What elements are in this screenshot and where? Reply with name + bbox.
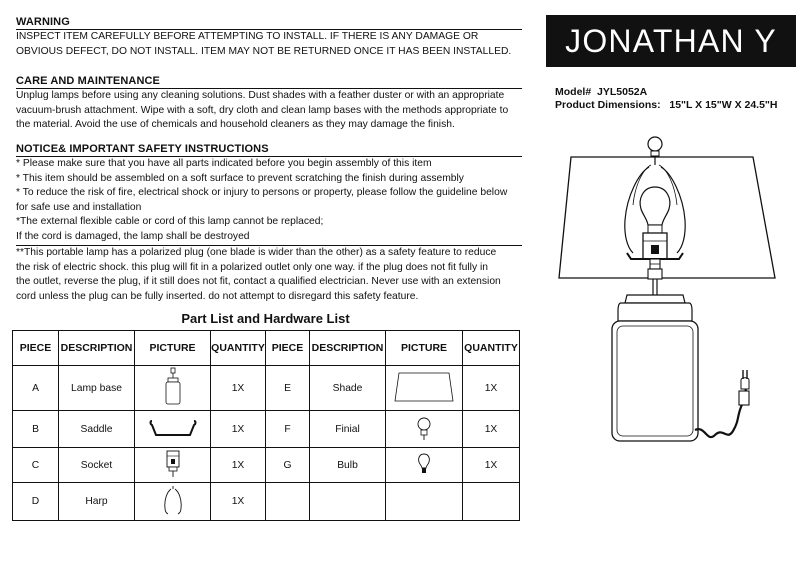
warning-heading: WARNING: [16, 16, 70, 28]
shade-icon: [393, 370, 455, 404]
picture-cell: [386, 483, 463, 521]
model-line: [555, 86, 647, 98]
description-cell: Socket: [59, 448, 135, 483]
header-quantity: QUANTITY: [211, 331, 266, 366]
care-text: [16, 89, 526, 133]
safety-line: * To reduce the risk of fire, electrical shock or injury to persons or property, please follow the guideline below: [16, 187, 508, 199]
header-description: DESCRIPTION: [310, 331, 386, 366]
plug-line: the risk of electric shock. this plug will fit in a polarized outlet only one way. if the plug does not fit fully in: [16, 261, 488, 273]
dimensions-line: [555, 99, 778, 111]
safety-heading: NOTICE& IMPORTANT SAFETY INSTRUCTIONS: [16, 143, 269, 155]
quantity-cell: 1X: [463, 366, 520, 411]
picture-cell: [386, 411, 463, 448]
safety-line: * This item should be assembled on a soft surface to prevent scratching the finish during assembly: [16, 172, 464, 184]
header-description: DESCRIPTION: [59, 331, 135, 366]
description-cell: Saddle: [59, 411, 135, 448]
piece-cell: B: [13, 411, 59, 448]
quantity-cell: 1X: [211, 448, 266, 483]
safety-line: *The external flexible cable or cord of this lamp cannot be replaced;: [16, 216, 324, 228]
header-picture: PICTURE: [135, 331, 211, 366]
table-row: [13, 411, 520, 448]
parts-header-row: [13, 331, 520, 366]
table-row: [13, 366, 520, 411]
piece-cell: E: [266, 366, 310, 411]
care-heading: CARE AND MAINTENANCE: [16, 75, 160, 87]
quantity-cell: 1X: [211, 411, 266, 448]
table-row: [13, 483, 520, 521]
model-label: Model#: [555, 86, 592, 98]
care-line: the material. Avoid the use of chemicals and household cleaners as they may damage the finish.: [16, 119, 455, 131]
harp-icon: [162, 484, 184, 516]
quantity-cell: 1X: [211, 366, 266, 411]
plug-line: **This portable lamp has a polarized plug (one blade is wider than the other) as a safety feature to reduce: [16, 247, 497, 258]
saddle-icon: [149, 417, 197, 439]
picture-cell: [135, 411, 211, 448]
plug-text: [16, 246, 526, 304]
parts-title: Part List and Hardware List: [181, 311, 350, 326]
safety-text: [16, 157, 526, 245]
header-picture: PICTURE: [386, 331, 463, 366]
header-piece: PIECE: [266, 331, 310, 366]
table-row: [13, 448, 520, 483]
lamp-base-icon: [163, 367, 183, 407]
dimensions-label: Product Dimensions:: [555, 99, 661, 111]
warning-line: OBVIOUS DEFECT, DO NOT INSTALL. ITEM MAY NOT BE RETURNED ONCE IT HAS BEEN INSTALLED.: [16, 45, 512, 57]
description-cell: Bulb: [310, 448, 386, 483]
piece-cell: [266, 483, 310, 521]
safety-line: If the cord is damaged, the lamp shall be destroyed: [16, 230, 250, 242]
warning-text: [16, 30, 526, 59]
model-value: JYL5052A: [597, 86, 648, 98]
dimensions-value: 15"L X 15"W X 24.5"H: [669, 99, 778, 111]
header-piece: PIECE: [13, 331, 59, 366]
description-cell: Shade: [310, 366, 386, 411]
bulb-icon: [417, 452, 431, 476]
piece-cell: G: [266, 448, 310, 483]
care-line: Unplug lamps before using any cleaning solutions. Dust shades with a feather duster or with an appropriate: [16, 90, 505, 101]
piece-cell: C: [13, 448, 59, 483]
parts-table: [12, 330, 520, 521]
picture-cell: [386, 448, 463, 483]
safety-line: * Please make sure that you have all parts indicated before you begin assembly of this item: [16, 158, 432, 169]
picture-cell: [386, 366, 463, 411]
assembled-lamp-icon: [555, 125, 795, 565]
quantity-cell: [463, 483, 520, 521]
quantity-cell: 1X: [463, 448, 520, 483]
picture-cell: [135, 448, 211, 483]
piece-cell: F: [266, 411, 310, 448]
brand-logo: [546, 15, 796, 67]
warning-line: INSPECT ITEM CAREFULLY BEFORE ATTEMPTING TO INSTALL. IF THERE IS ANY DAMAGE OR: [16, 31, 479, 42]
picture-cell: [135, 366, 211, 411]
safety-line: for safe use and installation: [16, 201, 142, 213]
description-cell: Lamp base: [59, 366, 135, 411]
description-cell: Harp: [59, 483, 135, 521]
description-cell: Finial: [310, 411, 386, 448]
care-line: vacuum-brush attachment. Wipe with a soft, dry cloth and clean lamp bases with the methods appropriate to: [16, 104, 509, 116]
quantity-cell: 1X: [211, 483, 266, 521]
description-cell: [310, 483, 386, 521]
socket-icon: [165, 449, 181, 479]
piece-cell: D: [13, 483, 59, 521]
brand-logo-text: JONATHAN Y: [565, 22, 777, 59]
finial-icon: [416, 415, 432, 441]
header-quantity: QUANTITY: [463, 331, 520, 366]
picture-cell: [135, 483, 211, 521]
plug-line: the outlet, reverse the plug, if it still does not fit, contact a qualified electrician. Never use with an extension: [16, 276, 501, 288]
plug-line: cord unless the plug can be fully inserted. do not attempt to disregard this safety feature.: [16, 290, 419, 302]
piece-cell: A: [13, 366, 59, 411]
quantity-cell: 1X: [463, 411, 520, 448]
